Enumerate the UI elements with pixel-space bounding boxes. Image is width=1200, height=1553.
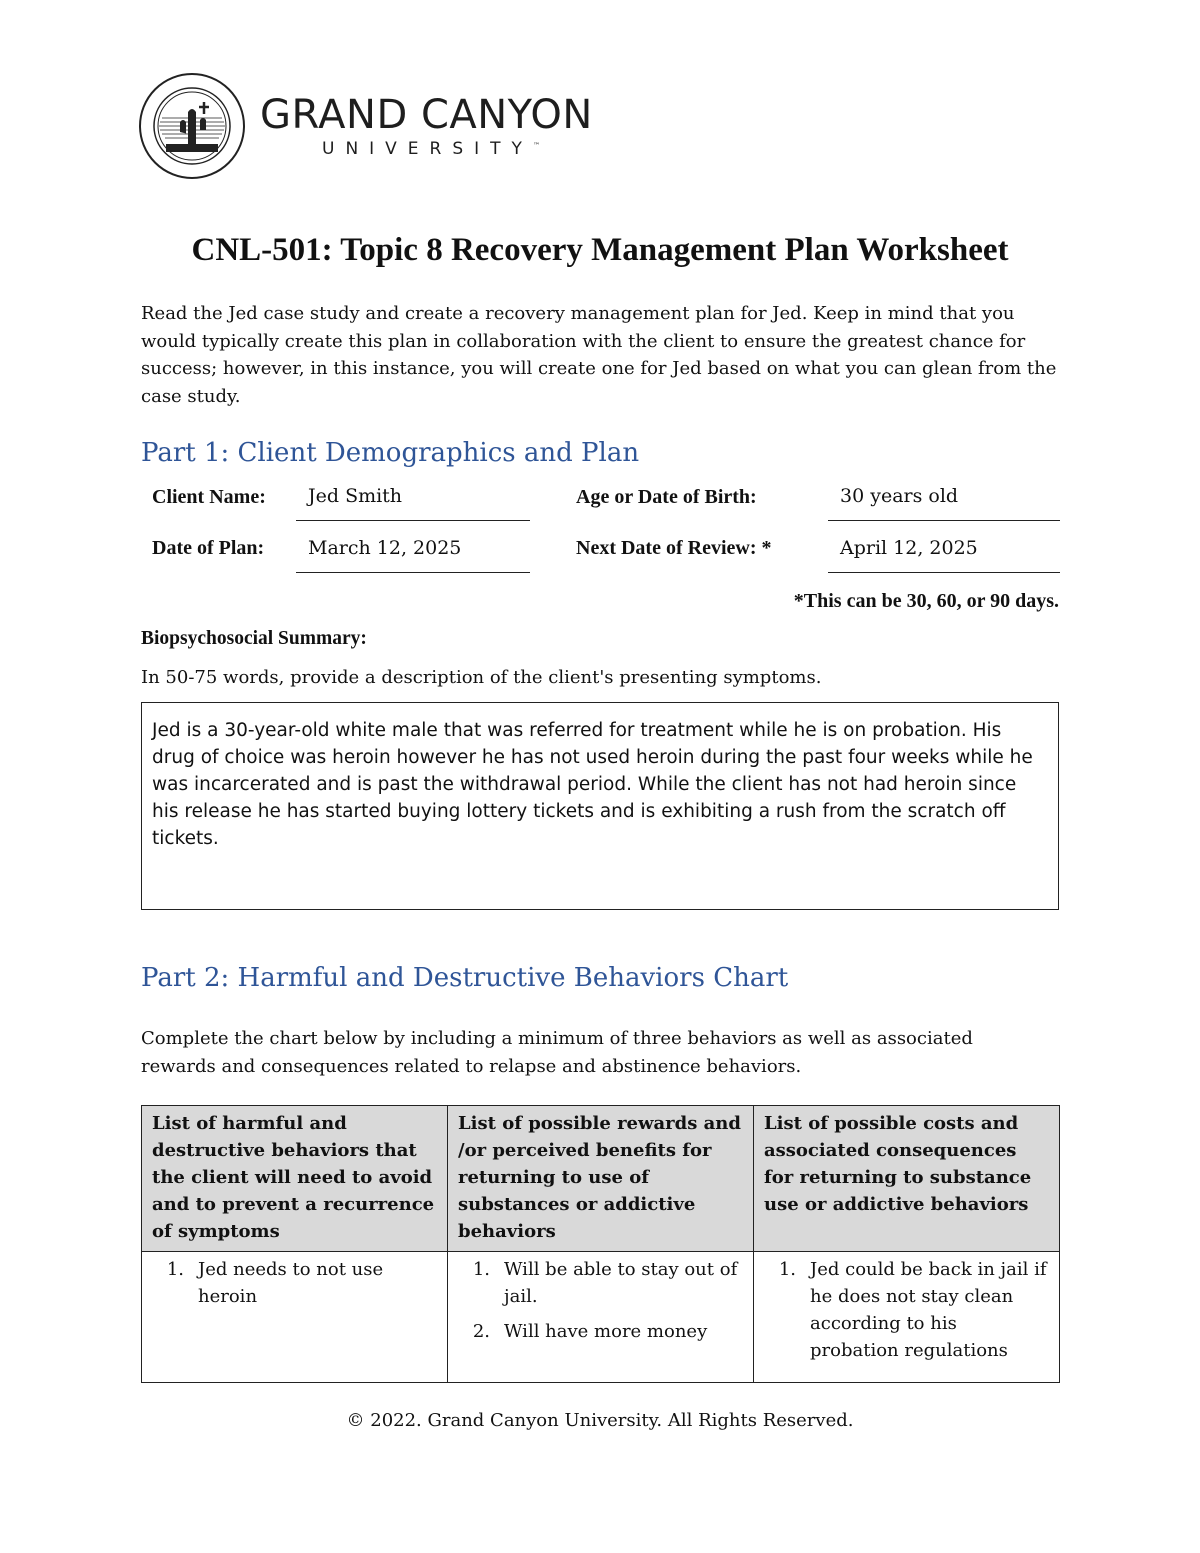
next-review-label: Next Date of Review: *	[576, 537, 772, 559]
part1-heading: Part 1: Client Demographics and Plan	[141, 438, 640, 468]
header-costs: List of possible costs and associated consequences for returning to substance use or addictive behaviors	[754, 1106, 1060, 1252]
table-row	[142, 1252, 1060, 1383]
summary-textbox[interactable]: Jed is a 30-year-old white male that was referred for treatment while he is on probation. His drug of choice was heroin however he has not used heroin during the past four weeks while he was incarcerated and is past the withdrawal period. While the client has not had heroin since his release he has started buying lottery tickets and is exhibiting a rush from the scratch off tickets.	[141, 702, 1059, 910]
summary-prompt: In 50-75 words, provide a description of the client's presenting symptoms.	[141, 667, 822, 688]
intro-paragraph: Read the Jed case study and create a recovery management plan for Jed. Keep in mind that you would typically create this plan in collaboration with the client to ensure the greatest chance for success; however, in this instance, you will create one for Jed based on what you can glean from the case study.	[141, 303, 1057, 407]
header-rewards: List of possible rewards and /or perceived benefits for returning to use of substances or addictive behaviors	[448, 1106, 754, 1252]
header-harmful-behaviors: List of harmful and destructive behaviors that the client will need to avoid and to prevent a recurrence of symptoms	[142, 1106, 448, 1252]
university-seal-icon	[138, 72, 246, 180]
review-note: *This can be 30, 60, or 90 days.	[793, 590, 1059, 612]
costs-cell[interactable]	[754, 1252, 1060, 1383]
part2-intro: Complete the chart below by including a minimum of three behaviors as well as associated rewards and consequences related to relapse and abstinence behaviors.	[141, 1028, 973, 1077]
part2-heading: Part 2: Harmful and Destructive Behaviors Chart	[141, 963, 789, 993]
rewards-cell[interactable]	[448, 1252, 754, 1383]
list-item: 2. Will have more money	[472, 1321, 708, 1342]
page-title: CNL-501: Topic 8 Recovery Management Plan Worksheet	[191, 232, 1009, 268]
list-item: 1. Jed needs to not use heroin	[166, 1259, 384, 1307]
behaviors-chart	[141, 1105, 1060, 1383]
client-name-label: Client Name:	[152, 486, 266, 508]
university-subtitle: UNIVERSITY™	[322, 139, 540, 159]
next-review-field[interactable]: April 12, 2025	[828, 537, 1060, 573]
age-field[interactable]: 30 years old	[828, 485, 1060, 521]
summary-label: Biopsychosocial Summary:	[141, 628, 367, 649]
date-of-plan-label: Date of Plan:	[152, 537, 265, 559]
gcu-logo	[138, 72, 593, 180]
university-name: GRAND CANYON	[260, 92, 593, 138]
list-item: 1. Jed could be back in jail if he does not stay clean according to his probation regulations	[778, 1259, 1047, 1361]
chart-header-row	[142, 1106, 1060, 1252]
age-label: Age or Date of Birth:	[576, 486, 757, 508]
date-of-plan-field[interactable]: March 12, 2025	[296, 537, 530, 573]
copyright-footer: © 2022. Grand Canyon University. All Rights Reserved.	[346, 1410, 854, 1431]
harmful-behaviors-cell[interactable]	[142, 1252, 448, 1383]
client-name-field[interactable]: Jed Smith	[296, 485, 530, 521]
list-item: 1. Will be able to stay out of jail.	[472, 1259, 738, 1307]
